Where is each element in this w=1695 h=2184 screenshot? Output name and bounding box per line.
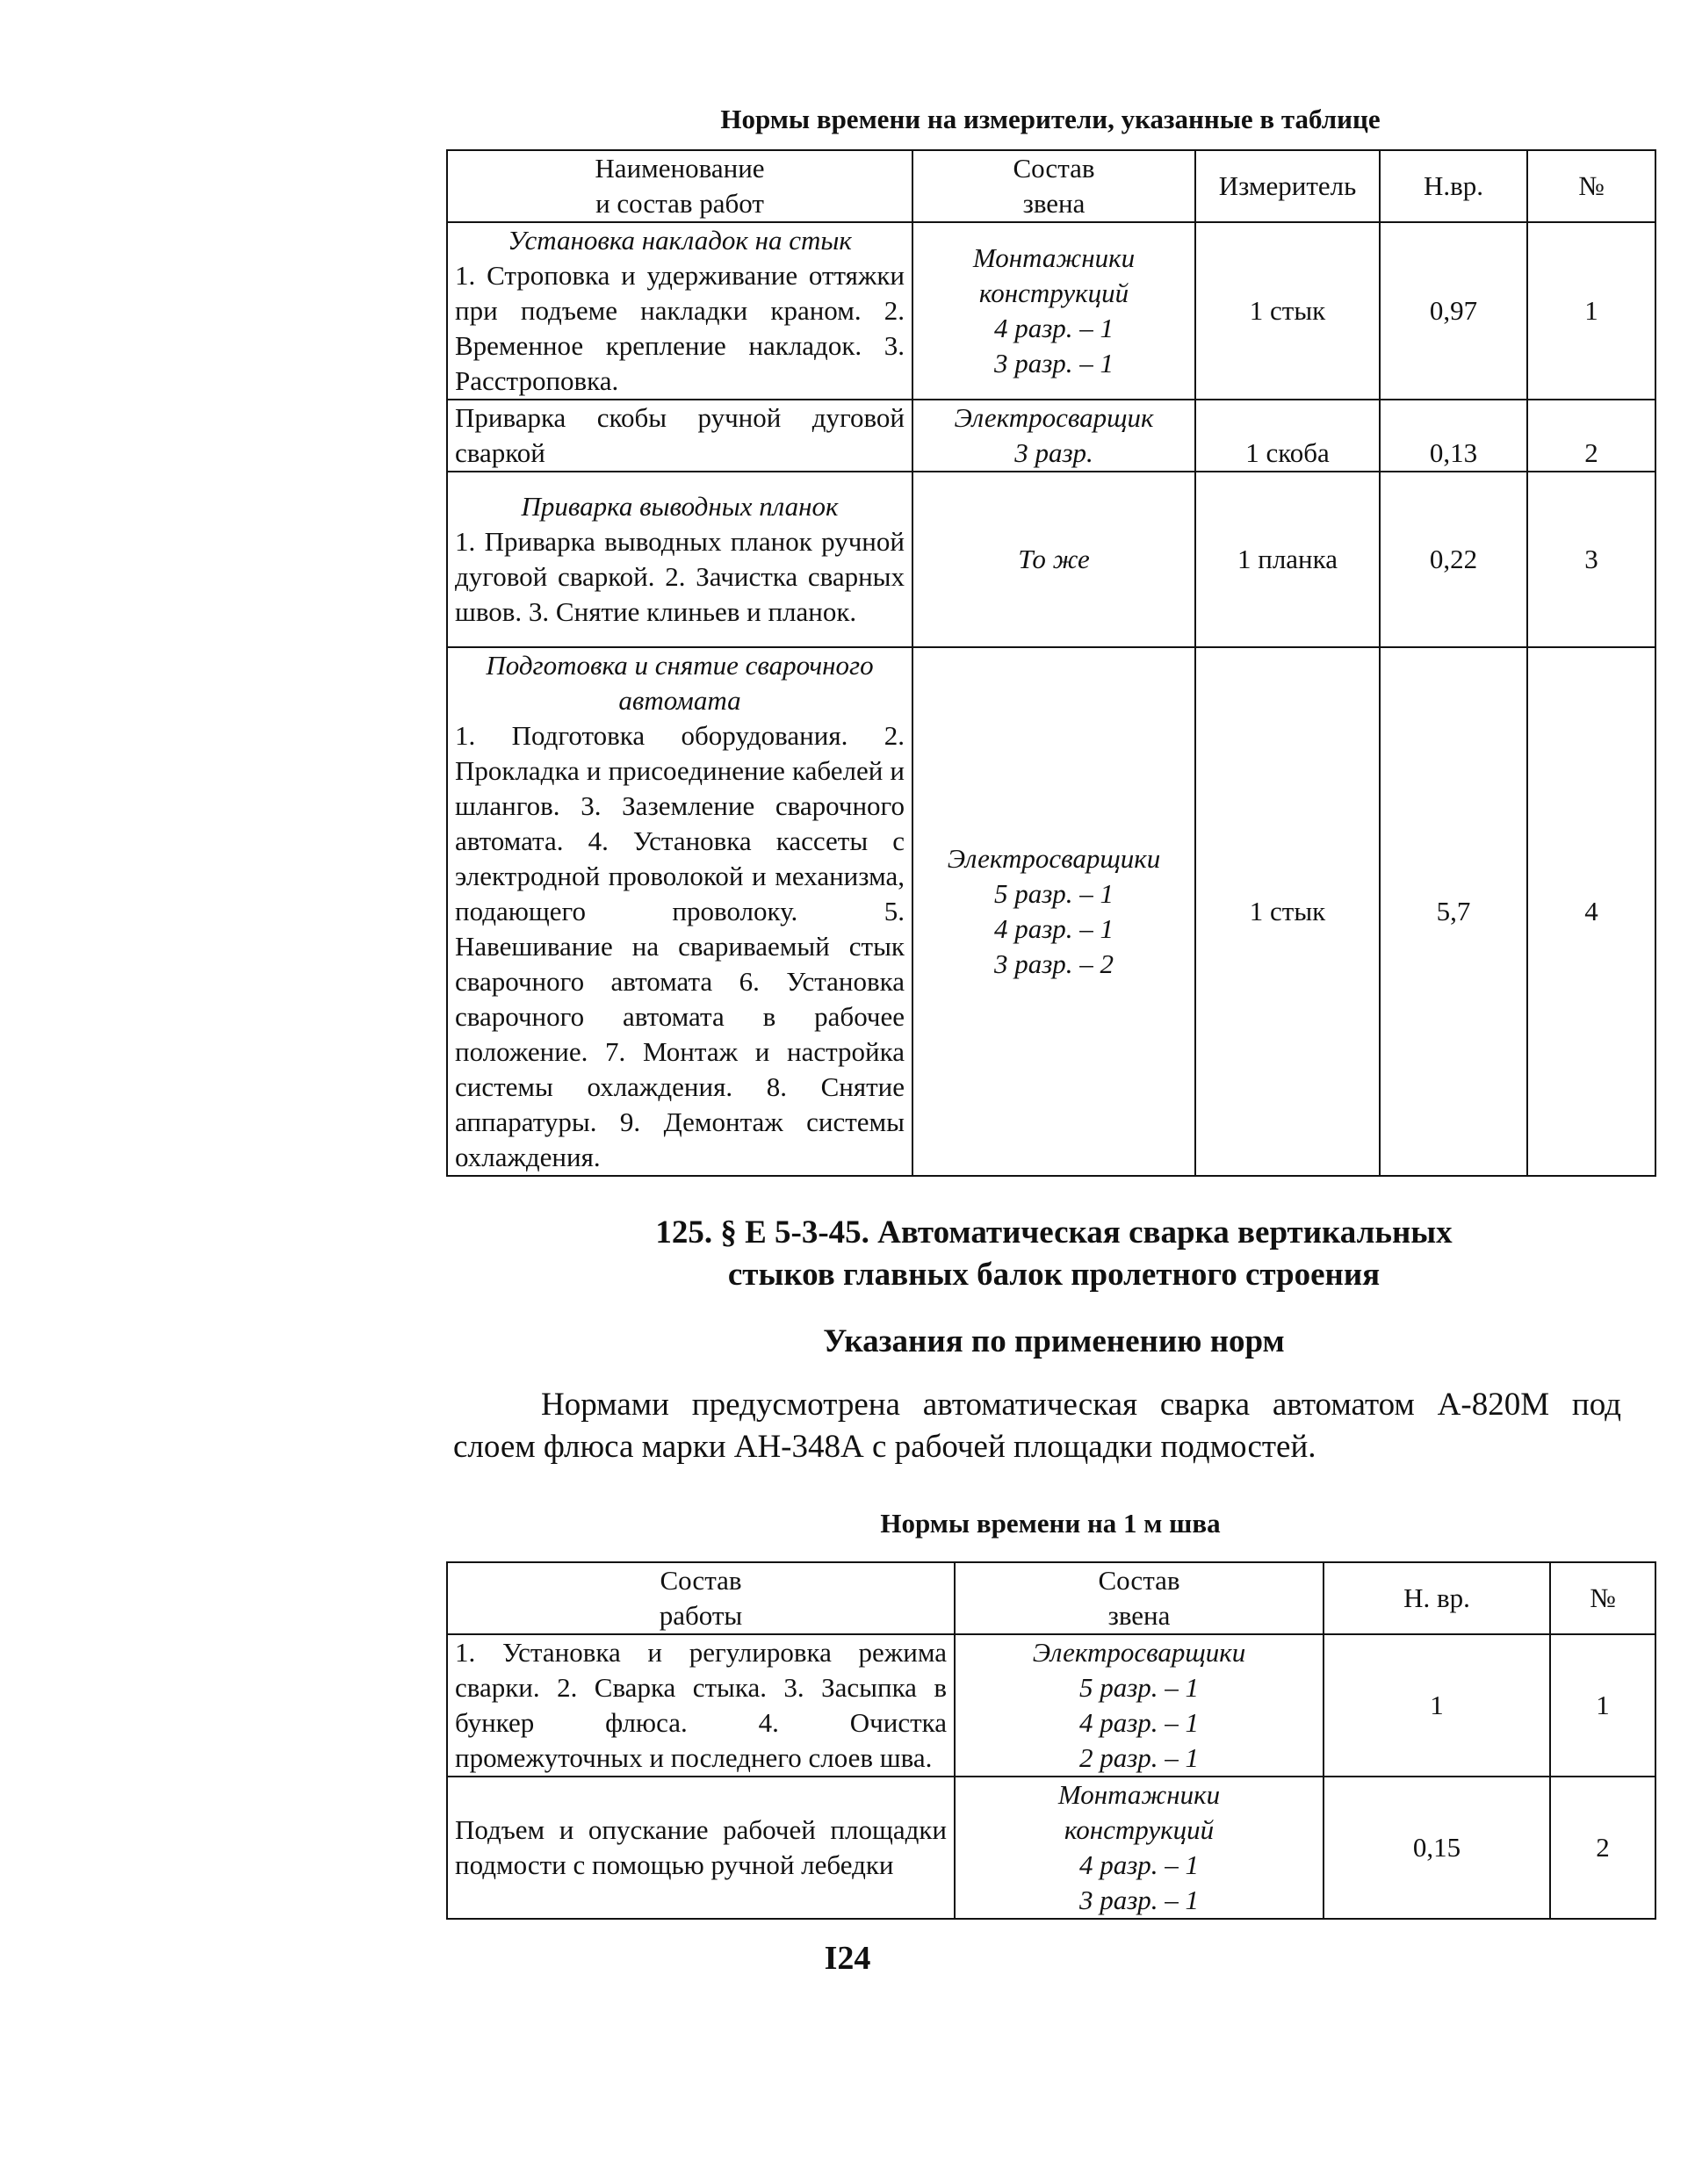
section-subtitle: Указания по применению норм [823,1323,1285,1359]
table2-header-row [447,1562,1655,1634]
table1-row1-norm: 0,97 [1380,222,1527,400]
table-row [447,647,1655,1176]
table2-caption: Нормы времени на 1 м шва [880,1508,1221,1539]
table1-row4-norm: 5,7 [1380,647,1527,1176]
section-title: 125. § Е 5-3-45. Автоматическая сварка вертикальных стыков главных балок пролетного строения [655,1215,1453,1293]
table-row [447,472,1655,647]
table1-row4-crew: Электросварщики 5 разр. – 1 4 разр. – 1 3 разр. – 2 [912,647,1195,1176]
table1-row3-norm: 0,22 [1380,472,1527,647]
table1-header-num: № [1527,150,1655,222]
table1-row1-num: 1 [1527,222,1655,400]
table1-header-work: Наименование и состав работ [447,150,912,222]
table2-header-crew: Состав звена [955,1562,1324,1634]
table1-row2-unit: 1 скоба [1195,400,1380,472]
table2-row1-crew: Электросварщики 5 разр. – 1 4 разр. – 1 2 разр. – 1 [955,1634,1324,1777]
table2-row2-num: 2 [1550,1777,1655,1919]
table2-row1-norm: 1 [1324,1634,1550,1777]
table1-header-row [447,150,1655,222]
table1-row2-crew: Электросварщик 3 разр. [912,400,1195,472]
table2-header-num: № [1550,1562,1655,1634]
table1-row1-work: Установка накладок на стык 1. Строповка и удерживание оттяжки при подъеме накладки краном. 2. Временное крепление накладок. 3. Расстроповка. [447,222,912,400]
table1-row1-crew: Монтажники конструкций 4 разр. – 1 3 разр. – 1 [912,222,1195,400]
norms-table-2 [446,1561,1656,1920]
table1-caption: Нормы времени на измерители, указанные в таблице [720,104,1381,134]
table2-row1-num: 1 [1550,1634,1655,1777]
table2-row2-work: Подъем и опускание рабочей площадки подмости с помощью ручной лебедки [447,1777,955,1919]
table1-header-norm: Н.вр. [1380,150,1527,222]
table2-row2-norm: 0,15 [1324,1777,1550,1919]
norms-table-1 [446,149,1656,1177]
table-row [447,222,1655,400]
page-number: I24 [824,1940,871,1977]
table1-row3-unit: 1 планка [1195,472,1380,647]
table1-row1-unit: 1 стык [1195,222,1380,400]
table-row [447,1777,1655,1919]
table2-row1-work: 1. Установка и регулировка режима сварки. 2. Сварка стыка. 3. Засыпка в бункер флюса. 4. Очистка промежуточных и последнего слоев шва. [447,1634,955,1777]
table-row [447,1634,1655,1777]
section-paragraph: Нормами предусмотрена автоматическая сварка автоматом А-820М под слоем флюса марки АН-348А с рабочей площадки подмостей. [453,1387,1621,1465]
table1-row4-unit: 1 стык [1195,647,1380,1176]
table1-header-unit: Измеритель [1195,150,1380,222]
table1-row4-work: Подготовка и снятие сварочного автомата 1. Подготовка оборудования. 2. Прокладка и присоединение кабелей и шлангов. 3. Заземление сварочного автомата. 4. Установка кассеты с электродной проволокой и механизма, подающего проволоку. 5. Навешивание на свариваемый стык сварочного автомата 6. Установка сварочного автомата в рабочее положение. 7. Монтаж и настройка системы охлаждения. 8. Снятие аппаратуры. 9. Демонтаж системы охлаждения. [447,647,912,1176]
table2-row2-crew: Монтажники конструкций 4 разр. – 1 3 разр. – 1 [955,1777,1324,1919]
table2-header-norm: Н. вр. [1324,1562,1550,1634]
table1-row2-num: 2 [1527,400,1655,472]
table-row [447,400,1655,472]
table2-header-work: Состав работы [447,1562,955,1634]
table1-header-crew: Состав звена [912,150,1195,222]
table1-row2-work: Приварка скобы ручной дуговой сваркой [447,400,912,472]
table1-row4-num: 4 [1527,647,1655,1176]
table1-row2-norm: 0,13 [1380,400,1527,472]
table1-row3-crew: То же [912,472,1195,647]
table1-row3-num: 3 [1527,472,1655,647]
table1-row3-work: Приварка выводных планок 1. Приварка выводных планок ручной дуговой сваркой. 2. Зачистка сварных швов. 3. Снятие клиньев и планок. [447,472,912,647]
